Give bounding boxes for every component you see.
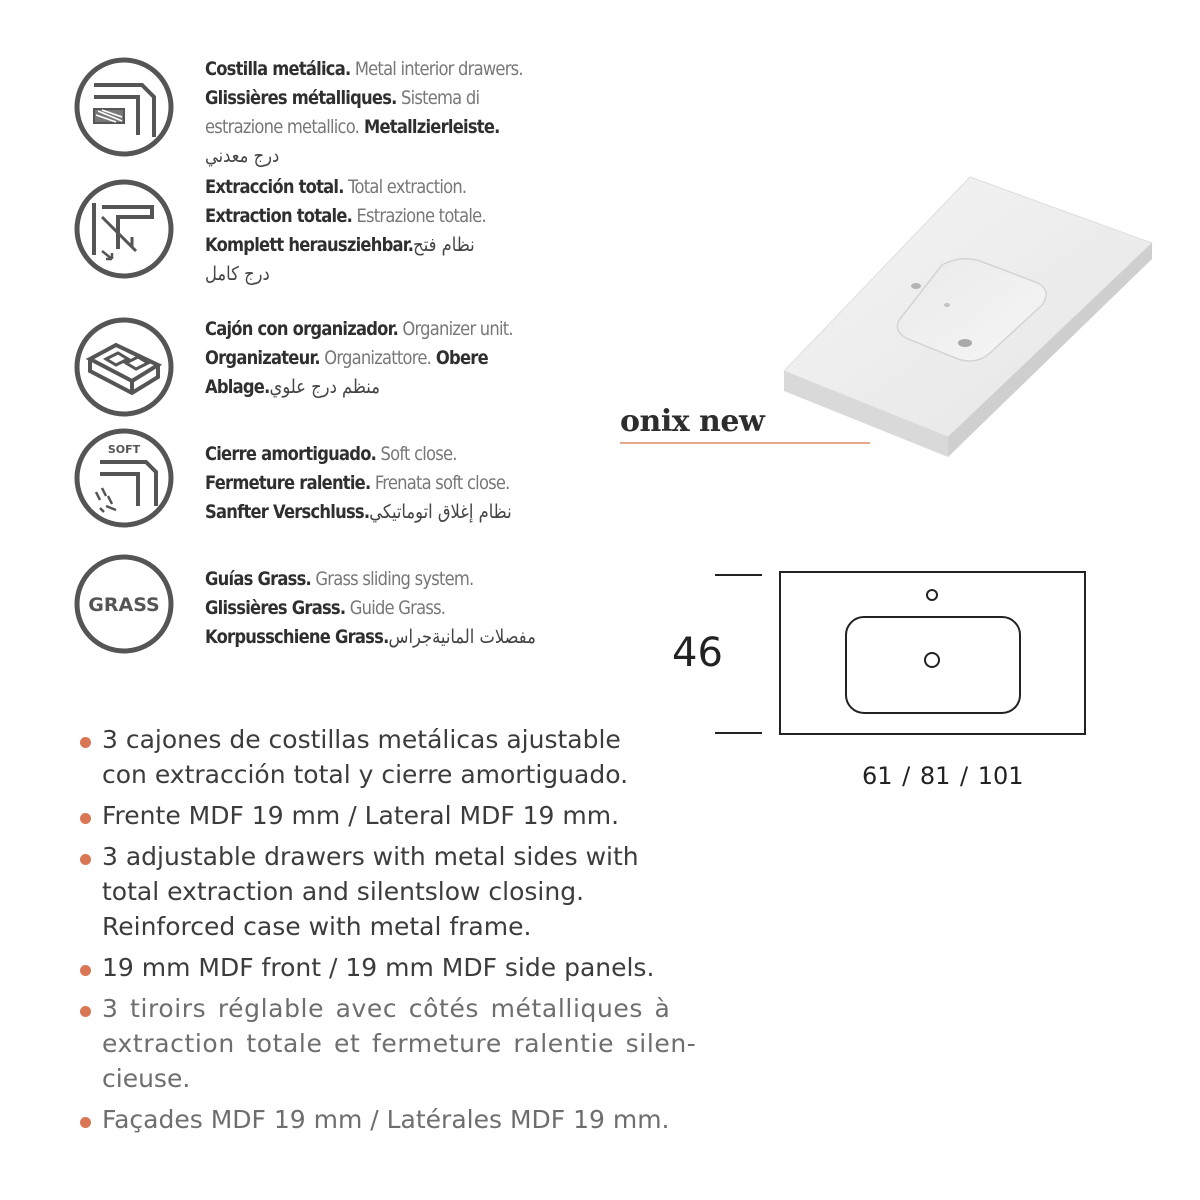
feature-line: [205, 373, 575, 402]
feature-term: Fermeture ralentie.: [205, 472, 371, 494]
feature-term: Korpusschiene Grass.: [205, 626, 389, 648]
spec-bullet: [80, 1102, 680, 1137]
spec-bullet-line: 3 cajones de costillas metálicas ajustable: [102, 725, 621, 754]
feature-translation: Frenata soft close.: [370, 472, 510, 494]
spec-bullet: [80, 991, 697, 1096]
feature-term: Extraction totale.: [205, 205, 353, 227]
dimension-height: 46: [672, 630, 723, 676]
spec-bullet-line: 3 tiroirs réglable avec côtés métalliques à: [102, 994, 671, 1023]
feature-translation: Guide Grass.: [345, 597, 446, 619]
basin-outline: [846, 617, 1020, 713]
feature-term: Cierre amortiguado.: [205, 443, 377, 465]
feature-term: Guías Grass.: [205, 568, 311, 590]
feature-text: [205, 440, 575, 527]
feature-line: [205, 202, 575, 231]
feature-line: [205, 594, 575, 623]
feature-translation: نظام فتح: [413, 234, 480, 256]
spec-bullet-list: [80, 722, 697, 1143]
soft-label: SOFT: [107, 443, 141, 456]
feature-line: [205, 344, 575, 373]
feature-text: [205, 315, 575, 402]
feature-translation: Sistema di: [396, 87, 480, 109]
spec-bullet-line: Façades MDF 19 mm / Latérales MDF 19 mm.: [102, 1105, 670, 1134]
spec-bullet-line: Frente MDF 19 mm / Lateral MDF 19 mm.: [102, 801, 620, 830]
feature-translation: Grass sliding system.: [310, 568, 474, 590]
feature-text: [205, 565, 575, 652]
feature-term: Sanfter Verschluss.: [205, 501, 370, 523]
product-name: onix new: [620, 404, 765, 439]
feature-term: Extracción total.: [205, 176, 344, 198]
metal-drawer-icon: [72, 55, 176, 159]
dimension-widths: 61 / 81 / 101: [862, 762, 1024, 790]
spec-bullet-line: cieuse.: [102, 1064, 191, 1093]
feature-line: [205, 498, 575, 527]
feature-text: [205, 173, 575, 289]
spec-bullet: [80, 722, 680, 792]
feature-line: [205, 440, 575, 469]
spec-bullet: [80, 798, 680, 833]
spec-bullet: [80, 839, 680, 944]
feature-term: Costilla metálica.: [205, 58, 351, 80]
feature-translation: Metal interior drawers.: [350, 58, 523, 80]
grass-label: GRASS: [88, 594, 160, 616]
spec-bullet-line: 3 adjustable drawers with metal sides with: [102, 842, 639, 871]
feature-term: Glissières métalliques.: [205, 87, 397, 109]
product-name-underline: [620, 442, 870, 444]
drain-hole: [925, 653, 939, 667]
feature-arabic-line: درج معدني: [205, 145, 280, 167]
feature-term: Cajón con organizador.: [205, 318, 399, 340]
feature-term: Organizateur.: [205, 347, 320, 369]
spec-bullet: [80, 950, 680, 985]
feature-term: Komplett herausziehbar.: [205, 234, 414, 256]
total-extraction-icon: [72, 177, 176, 281]
feature-translation: Organizer unit.: [398, 318, 513, 340]
feature-term: Glissières Grass.: [205, 597, 346, 619]
grass-guides-icon: [72, 552, 176, 656]
organizer-drawer-icon: [72, 315, 176, 419]
feature-line: [205, 55, 575, 84]
feature-term: Ablage.: [205, 376, 270, 398]
feature-translation: Total extraction.: [343, 176, 467, 198]
feature-translation: نظام إغلاق اتوماتيكي: [369, 501, 517, 523]
feature-translation: Estrazione totale.: [352, 205, 486, 227]
feature-line: [205, 84, 575, 113]
feature-translation: منظم درج علوي: [269, 376, 385, 398]
feature-line: [205, 113, 575, 142]
feature-translation: estrazione metallico.: [205, 116, 360, 138]
tap-hole: [927, 590, 937, 600]
soft-close-icon: [72, 426, 176, 530]
feature-line: [205, 623, 575, 652]
feature-line: [205, 469, 575, 498]
feature-translation: مفصلات المانيةجراس: [388, 626, 541, 648]
spec-bullet-line: Reinforced case with metal frame.: [102, 912, 532, 941]
feature-line: [205, 565, 575, 594]
feature-term: Obere: [431, 347, 488, 369]
feature-line: [205, 173, 575, 202]
feature-translation: Organizattore.: [319, 347, 432, 369]
spec-bullet-line: total extraction and silentslow closing.: [102, 877, 585, 906]
spec-bullet-line: extraction totale et fermeture ralentie silen-: [102, 1029, 697, 1058]
spec-bullet-line: con extracción total y cierre amortiguado.: [102, 760, 629, 789]
spec-bullet-line: 19 mm MDF front / 19 mm MDF side panels.: [102, 953, 655, 982]
sink-product-photo: [780, 175, 1170, 460]
feature-term: Metallzierleiste.: [359, 116, 500, 138]
feature-arabic-line: درج كامل: [205, 263, 270, 285]
feature-text: [205, 55, 575, 171]
feature-line: [205, 231, 575, 260]
feature-line: [205, 315, 575, 344]
feature-translation: Soft close.: [376, 443, 457, 465]
